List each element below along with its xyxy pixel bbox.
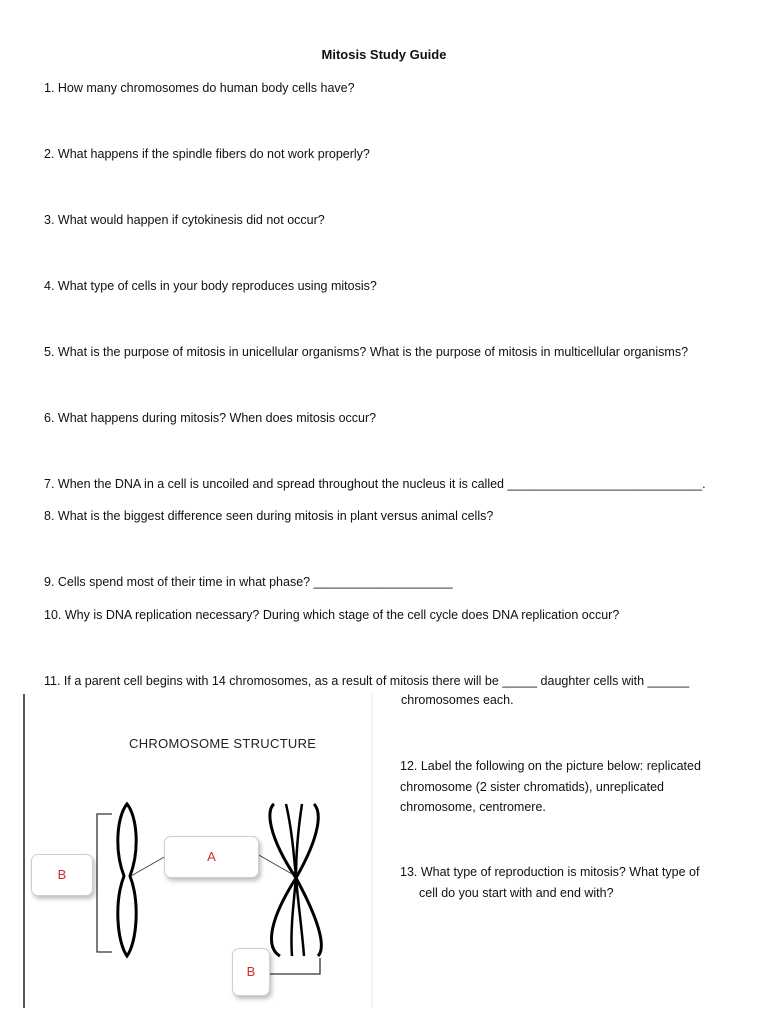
question-8: 8. What is the biggest difference seen during mitosis in plant versus animal cells? — [44, 509, 494, 523]
label-box-a: A — [164, 836, 259, 878]
question-12 — [400, 756, 730, 818]
label-b-connector — [268, 958, 320, 974]
question-12-line-2: chromosome (2 sister chromatids), unreplicated — [400, 779, 664, 794]
question-3: 3. What would happen if cytokinesis did not occur? — [44, 213, 325, 227]
question-13-line-2: cell do you start with and end with? — [419, 885, 614, 900]
question-13-line-1: 13. What type of reproduction is mitosis? What type of — [400, 865, 700, 879]
question-2: 2. What happens if the spindle fibers do not work properly? — [44, 147, 370, 161]
question-6: 6. What happens during mitosis? When does mitosis occur? — [44, 411, 377, 425]
question-11-continued: chromosomes each. — [401, 693, 514, 707]
page-title: Mitosis Study Guide — [321, 47, 447, 62]
question-9: 9. Cells spend most of their time in what phase? ____________________ — [44, 575, 453, 589]
question-12-line-3: chromosome, centromere. — [400, 800, 546, 814]
question-12-line-1: 12. Label the following on the picture below: replicated — [400, 759, 701, 773]
question-13 — [400, 862, 730, 903]
unreplicated-chromosome — [118, 804, 136, 956]
question-1: 1. How many chromosomes do human body cells have? — [44, 81, 355, 95]
question-11: 11. If a parent cell begins with 14 chromosomes, as a result of mitosis there will be _____ daughter cells with ______ — [44, 674, 690, 688]
question-10: 10. Why is DNA replication necessary? During which stage of the cell cycle does DNA replication occur? — [44, 608, 620, 622]
chromosome-figure — [0, 690, 390, 1024]
label-a-connector-left — [131, 856, 166, 876]
question-7: 7. When the DNA in a cell is uncoiled and spread throughout the nucleus it is called ____________________________. — [44, 477, 706, 491]
bracket-left — [97, 814, 112, 952]
chromatid-right-inner — [296, 804, 304, 956]
question-4: 4. What type of cells in your body reproduces using mitosis? — [44, 279, 377, 293]
label-box-b-left: B — [31, 854, 93, 896]
label-box-b-bottom: B — [232, 948, 270, 996]
chart-title: CHROMOSOME STRUCTURE — [129, 736, 317, 751]
question-5: 5. What is the purpose of mitosis in unicellular organisms? What is the purpose of mitosis in multicellular organisms? — [44, 345, 689, 359]
